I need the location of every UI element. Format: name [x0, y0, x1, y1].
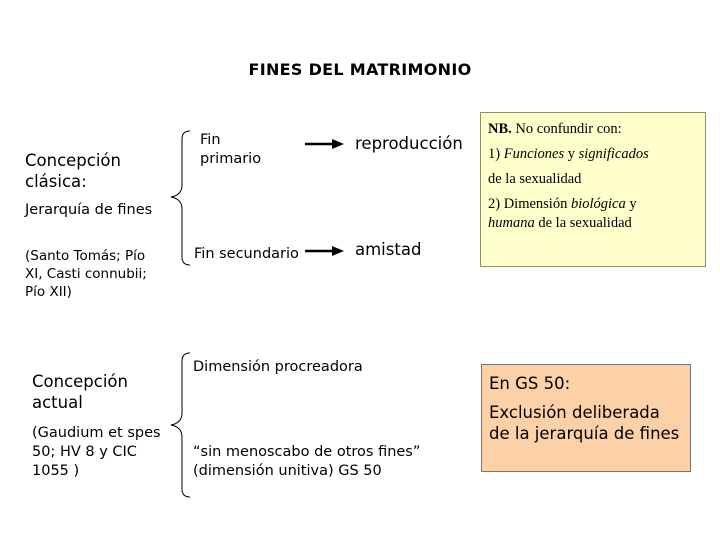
current-heading: Concepción actual [32, 372, 128, 412]
arrow-right-icon [300, 243, 348, 259]
classic-reference: (Santo Tomás; Pío XI, Casti connubii; Pío XII) [25, 248, 147, 300]
nb-funciones: Funciones [503, 146, 565, 162]
classic-heading: Concepción clásica: [25, 151, 121, 191]
gs50-heading: En GS 50: [489, 374, 571, 393]
nb-item-number: 1) [488, 146, 504, 162]
sin-menoscabo-text: “sin menoscabo de otros fines” (dimensión unitiva) GS 50 [193, 444, 421, 479]
fin-secundario: Fin secundario [194, 246, 299, 262]
nb-intro: No confundir con: [511, 121, 622, 137]
reproduccion-label: reproducción [355, 134, 463, 153]
nb-line-sexualidad: de la sexualidad [488, 171, 582, 187]
nb-biologica: biológica [570, 196, 626, 212]
nb-item-2: 2) Dimensión [488, 196, 571, 212]
nb-conj: y [625, 196, 637, 212]
fin-primario: Fin primario [200, 132, 262, 167]
gs50-box [481, 364, 691, 472]
nb-note-box [480, 112, 706, 267]
nb-line-rest: de la sexualidad [534, 215, 632, 231]
amistad-label: amistad [355, 240, 422, 259]
classic-subheading: Jerarquía de fines [25, 202, 153, 218]
nb-humana: humana [488, 215, 535, 231]
gs50-body: Exclusión deliberada de la jerarquía de fines [489, 403, 680, 443]
dimension-procreadora: Dimensión procreadora [193, 359, 363, 375]
page-title: FINES DEL MATRIMONIO [248, 60, 472, 79]
nb-label: NB. [488, 121, 512, 137]
nb-conj: y [564, 146, 579, 162]
arrow-right-icon [300, 136, 348, 152]
current-reference: (Gaudium et spes 50; HV 8 y CIC 1055 ) [32, 425, 161, 479]
nb-significados: significados [578, 146, 649, 162]
